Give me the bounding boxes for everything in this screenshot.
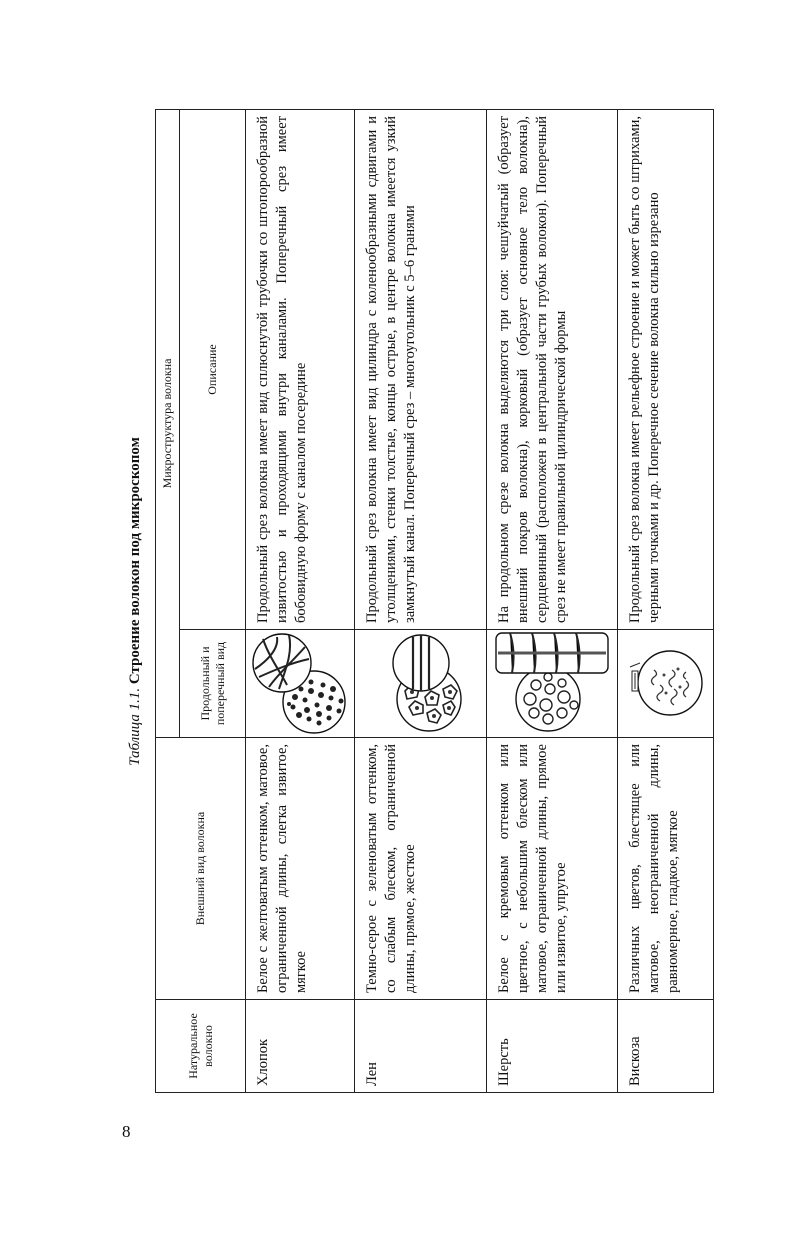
viscose-micrograph-icon bbox=[618, 630, 714, 738]
fiber-description: На продольном срезе волокна выделяются три слоя: чешуйчатый (образует внешний покров волокна), корковый (образует основное тело волокна), сердцевинный (расположен в центральной части грубых волокон). Поперечный срез не имеет правильной цилиндрической формы bbox=[487, 109, 618, 629]
rotated-table-block bbox=[125, 110, 707, 1093]
table-row bbox=[246, 109, 355, 1092]
cotton-micrograph-icon bbox=[246, 630, 355, 738]
caption-number: Таблица 1.1. bbox=[127, 687, 143, 766]
table-row bbox=[618, 109, 714, 1092]
fiber-appearance: Белое с кремовым оттенком или цветное, с небольшим блеском или матовое, ограниченной длины, прямое или извитое, упругое bbox=[487, 738, 618, 1000]
header-fiber: Натуральное волокно bbox=[156, 1000, 246, 1093]
header-appearance: Внешний вид волокна bbox=[156, 738, 246, 1000]
table-row bbox=[355, 109, 487, 1092]
header-view: Продольный и поперечный вид bbox=[180, 630, 246, 738]
fiber-name: Лен bbox=[355, 1000, 487, 1093]
flax-micrograph-icon bbox=[355, 630, 487, 738]
fiber-name: Хлопок bbox=[246, 1000, 355, 1093]
table-row bbox=[487, 109, 618, 1092]
wool-micrograph-icon bbox=[487, 630, 618, 738]
table-caption bbox=[125, 110, 145, 1093]
page-number: 8 bbox=[122, 1122, 131, 1141]
fiber-name: Шерсть bbox=[487, 1000, 618, 1093]
fiber-appearance: Темно-серое с зеленоватым оттенком, со слабым блеском, ограниченной длины, прямое, жесткое bbox=[355, 738, 487, 1000]
fiber-name: Вискоза bbox=[618, 1000, 714, 1093]
header-description: Описание bbox=[180, 109, 246, 629]
fiber-appearance: Различных цветов, блестящее или матовое, неограниченной длины, равномерное, гладкое, мягкое bbox=[618, 738, 714, 1000]
fiber-description: Продольный срез волокна имеет вид цилиндра с коленообразными сдвигами и утолщениями, стенки толстые, концы острые, в центре волокна имеется узкий замкнутый канал. Поперечный срез – многоугольник с 5–6 гранями bbox=[355, 109, 487, 629]
fiber-table bbox=[155, 109, 714, 1093]
header-microstructure: Микроструктура волокна bbox=[156, 109, 180, 737]
fiber-description: Продольный срез волокна имеет вид сплюснутой трубочки со штопорообразной извитостью и проходящими внутри каналами. Поперечный срез имеет бобовидную форму с каналом посередине bbox=[246, 109, 355, 629]
fiber-description: Продольный срез волокна имеет рельефное строение и может быть со штрихами, черными точками и др. Поперечное сечение волокна сильно изрезано bbox=[618, 109, 714, 629]
caption-title: Строение волокон под микроскопом bbox=[127, 437, 143, 685]
fiber-appearance: Белое с желтоватым оттенком, матовое, ограниченной длины, слегка извитое, мягкое bbox=[246, 738, 355, 1000]
